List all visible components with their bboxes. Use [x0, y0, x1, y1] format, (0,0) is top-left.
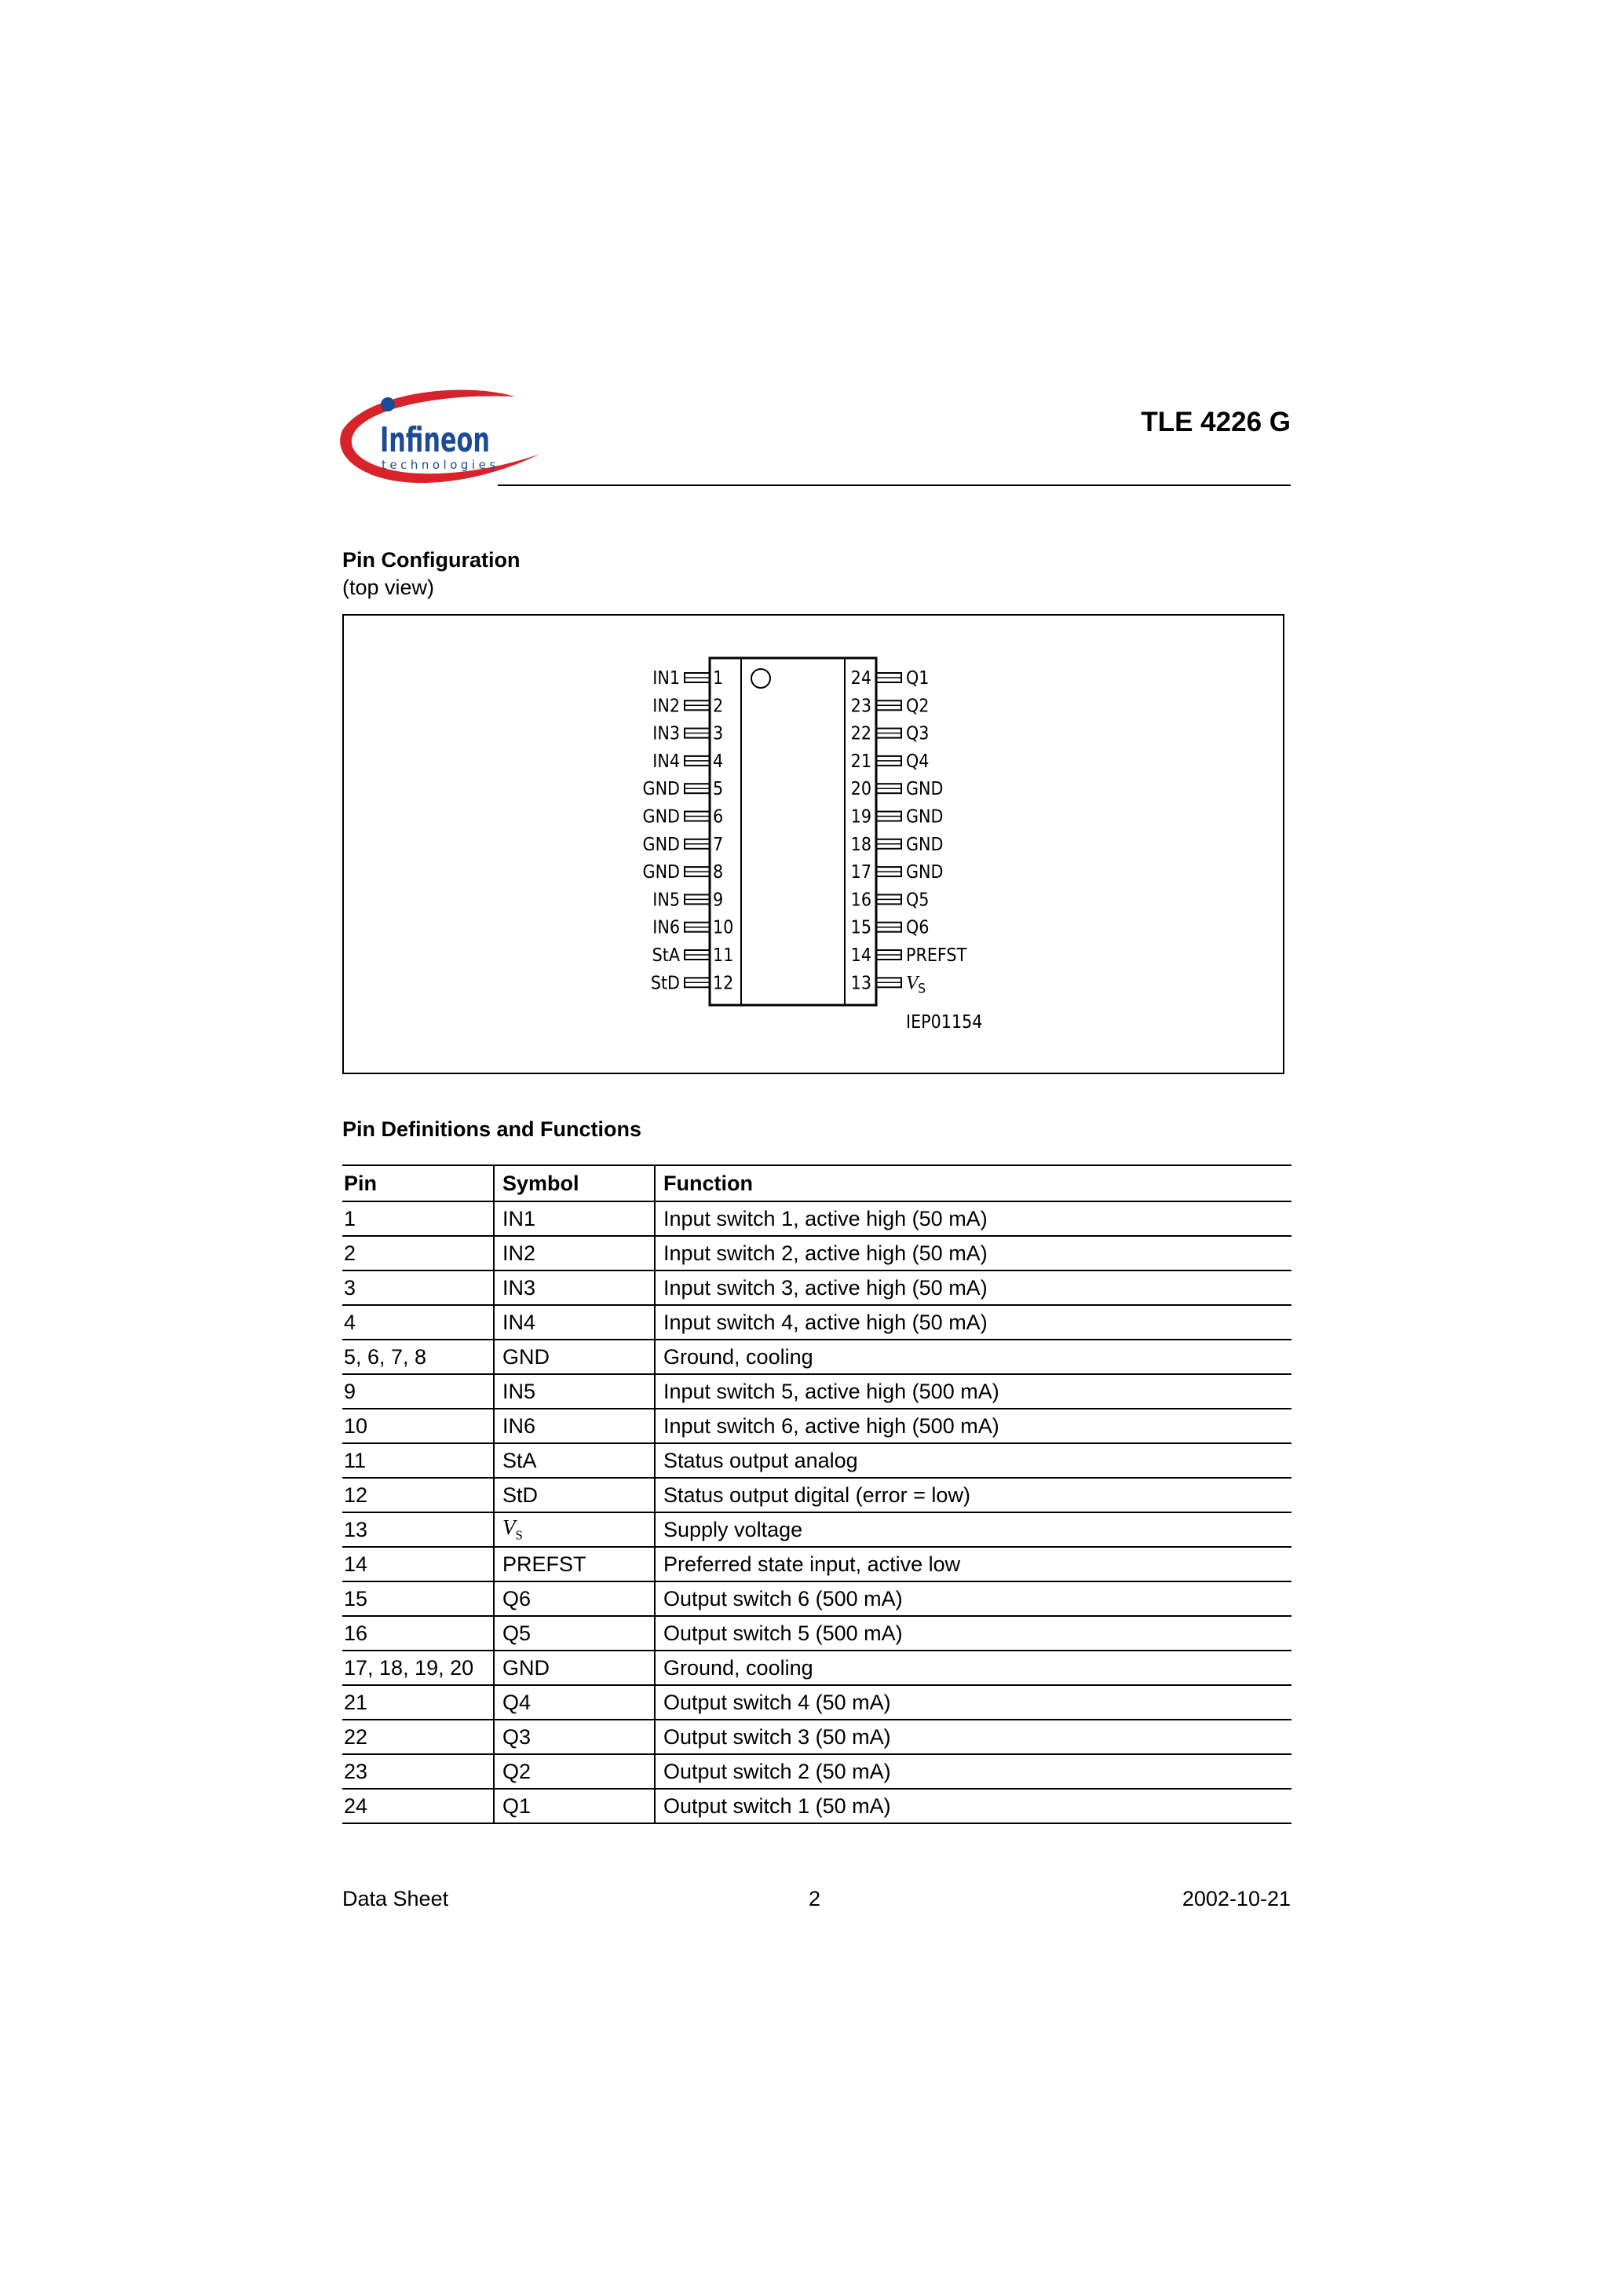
table-row [342, 1512, 1291, 1547]
pin-name [906, 972, 926, 996]
pin-right-22 [851, 724, 930, 744]
header-symbol: Symbol [494, 1165, 655, 1201]
pin-name: GND [906, 806, 944, 828]
pin-name: IN2 [652, 696, 680, 717]
cell-pin: 21 [342, 1685, 494, 1720]
pin-right-19 [851, 807, 944, 828]
pin-right-17 [851, 862, 944, 883]
table-row [342, 1236, 1291, 1270]
pin-left-4 [652, 751, 723, 772]
table-row [342, 1201, 1291, 1236]
cell-pin: 22 [342, 1720, 494, 1754]
pin-name: IN1 [652, 668, 680, 689]
pin-number: 5 [713, 779, 724, 800]
pin-right-18 [851, 835, 944, 855]
pin-name: Q2 [906, 696, 930, 717]
cell-function: Output switch 5 (500 mA) [655, 1616, 1291, 1651]
table-row [342, 1270, 1291, 1305]
cell-symbol: StD [494, 1478, 655, 1512]
pin-number: 23 [850, 696, 871, 717]
pin-name: GND [906, 779, 944, 800]
cell-symbol: Q6 [494, 1581, 655, 1616]
cell-symbol: IN6 [494, 1409, 655, 1443]
pin-left-10 [652, 918, 733, 938]
cell-symbol: StA [494, 1443, 655, 1478]
pin-name: Q3 [906, 723, 930, 744]
pin-number: 15 [850, 917, 871, 938]
header-rule [498, 484, 1291, 486]
cell-symbol: IN1 [494, 1201, 655, 1236]
header-function: Function [655, 1165, 1291, 1201]
cell-function: Input switch 1, active high (50 mA) [655, 1201, 1291, 1236]
pin-name: IN6 [652, 917, 680, 938]
table-row [342, 1547, 1291, 1581]
cell-function: Output switch 2 (50 mA) [655, 1754, 1291, 1789]
cell-function: Input switch 6, active high (500 mA) [655, 1409, 1291, 1443]
cell-symbol: IN5 [494, 1374, 655, 1409]
cell-pin: 11 [342, 1443, 494, 1478]
cell-pin: 13 [342, 1512, 494, 1547]
pin-left-5 [643, 779, 724, 799]
document-title: TLE 4226 G [1141, 407, 1291, 437]
symbol-subscript: S [515, 1527, 523, 1543]
cell-symbol: PREFST [494, 1547, 655, 1581]
pin-right-24 [851, 668, 930, 689]
pin-right-14 [851, 945, 967, 966]
cell-symbol: Q1 [494, 1789, 655, 1823]
pin-name: IN4 [652, 751, 680, 772]
cell-function: Ground, cooling [655, 1340, 1291, 1374]
cell-symbol: Q2 [494, 1754, 655, 1789]
table-header-row [342, 1165, 1291, 1201]
cell-function: Input switch 4, active high (50 mA) [655, 1305, 1291, 1340]
table-row [342, 1720, 1291, 1754]
header-pin: Pin [342, 1165, 494, 1201]
table-row [342, 1581, 1291, 1616]
pin-definitions-table [342, 1164, 1291, 1824]
pin-number: 4 [713, 751, 724, 772]
pin-left-9 [652, 890, 723, 910]
symbol-main: V [502, 1515, 516, 1540]
pin-number: 24 [850, 668, 871, 689]
pin-number: 13 [850, 973, 871, 994]
symbol-vs [502, 1515, 523, 1543]
pin-left-12 [651, 973, 734, 993]
logo-subtext: technologies [382, 458, 499, 472]
pin-name: Q4 [906, 751, 930, 772]
pin-right-20 [851, 779, 944, 799]
cell-symbol: GND [494, 1340, 655, 1374]
cell-function: Output switch 6 (500 mA) [655, 1581, 1291, 1616]
pin-name: PREFST [906, 945, 967, 966]
pin-number: 6 [713, 806, 724, 828]
pin-diagram [342, 614, 1284, 1074]
cell-pin: 16 [342, 1616, 494, 1651]
pin-number: 8 [713, 862, 724, 883]
figure-id: IEP01154 [906, 1012, 983, 1033]
pin-number: 16 [850, 890, 871, 911]
pin-left-8 [643, 862, 724, 883]
table-row [342, 1478, 1291, 1512]
pin-name: StA [652, 945, 680, 966]
cell-symbol: IN4 [494, 1305, 655, 1340]
cell-symbol: Q3 [494, 1720, 655, 1754]
pin-name: Q1 [906, 668, 930, 689]
pin-name: StD [650, 973, 680, 994]
footer-doc-type: Data Sheet [342, 1887, 449, 1910]
pin-number: 14 [850, 945, 871, 966]
table-row [342, 1685, 1291, 1720]
pin-name-sub: S [918, 981, 926, 997]
pin-left-11 [652, 945, 734, 966]
pin-left-6 [643, 807, 724, 828]
cell-pin: 2 [342, 1236, 494, 1270]
pin-left-1 [652, 668, 723, 689]
cell-symbol: GND [494, 1651, 655, 1685]
pin-number: 12 [713, 973, 734, 994]
pin-name: IN5 [652, 890, 680, 911]
pin-number: 19 [850, 806, 871, 828]
cell-function: Output switch 1 (50 mA) [655, 1789, 1291, 1823]
pin-number: 17 [850, 862, 871, 883]
pin-name: Q5 [906, 890, 930, 911]
cell-function: Output switch 4 (50 mA) [655, 1685, 1291, 1720]
cell-pin: 4 [342, 1305, 494, 1340]
pin-right-13 [851, 972, 926, 996]
table-row [342, 1789, 1291, 1823]
pin-config-subtitle: (top view) [342, 576, 435, 599]
cell-pin: 3 [342, 1270, 494, 1305]
cell-pin: 5, 6, 7, 8 [342, 1340, 494, 1374]
cell-function: Status output analog [655, 1443, 1291, 1478]
pin-left-2 [652, 696, 723, 716]
pin-number: 20 [850, 779, 871, 800]
pin1-marker [751, 669, 770, 688]
cell-pin: 14 [342, 1547, 494, 1581]
cell-symbol: Q4 [494, 1685, 655, 1720]
pin-number: 11 [713, 945, 734, 966]
logo-text: Infineon [380, 420, 490, 460]
pin-name: GND [906, 862, 944, 883]
cell-function: Ground, cooling [655, 1651, 1291, 1685]
cell-function: Supply voltage [655, 1512, 1291, 1547]
cell-function: Status output digital (error = low) [655, 1478, 1291, 1512]
pin-number: 7 [713, 834, 724, 855]
table-row [342, 1443, 1291, 1478]
pin-number: 22 [850, 723, 871, 744]
cell-function: Output switch 3 (50 mA) [655, 1720, 1291, 1754]
table-row [342, 1616, 1291, 1651]
cell-pin: 10 [342, 1409, 494, 1443]
cell-function: Preferred state input, active low [655, 1547, 1291, 1581]
table-row [342, 1651, 1291, 1685]
pin-right-23 [851, 696, 930, 716]
pin-number: 3 [713, 723, 724, 744]
pin-number: 9 [713, 890, 724, 911]
cell-symbol: IN2 [494, 1236, 655, 1270]
cell-symbol: Q5 [494, 1616, 655, 1651]
pin-name-main: V [906, 972, 919, 994]
cell-function: Input switch 2, active high (50 mA) [655, 1236, 1291, 1270]
table-row [342, 1374, 1291, 1409]
cell-pin: 15 [342, 1581, 494, 1616]
cell-pin: 23 [342, 1754, 494, 1789]
pin-right-21 [851, 751, 930, 772]
pin-name: GND [642, 834, 680, 855]
cell-pin: 24 [342, 1789, 494, 1823]
pin-left-7 [643, 835, 724, 855]
table-row [342, 1340, 1291, 1374]
logo-dot [381, 397, 395, 411]
footer-page-number: 2 [809, 1887, 821, 1910]
pin-name: GND [642, 806, 680, 828]
cell-pin: 1 [342, 1201, 494, 1236]
table-row [342, 1754, 1291, 1789]
cell-pin: 17, 18, 19, 20 [342, 1651, 494, 1685]
pin-number: 1 [713, 668, 724, 689]
pin-right-16 [851, 890, 930, 910]
infineon-logo [334, 387, 546, 493]
table-row [342, 1305, 1291, 1340]
pin-left-3 [652, 724, 723, 744]
pin-name: GND [642, 862, 680, 883]
pin-number: 2 [713, 696, 724, 717]
pin-right-15 [851, 918, 930, 938]
pin-config-title: Pin Configuration [342, 548, 521, 572]
pin-number: 21 [850, 751, 871, 772]
cell-pin: 12 [342, 1478, 494, 1512]
footer-date: 2002-10-21 [1182, 1887, 1291, 1910]
cell-function: Input switch 5, active high (500 mA) [655, 1374, 1291, 1409]
pin-name: GND [642, 779, 680, 800]
cell-function: Input switch 3, active high (50 mA) [655, 1270, 1291, 1305]
pin-definitions-title: Pin Definitions and Functions [342, 1117, 641, 1141]
pin-number: 18 [850, 834, 871, 855]
cell-symbol [494, 1512, 655, 1547]
table-row [342, 1409, 1291, 1443]
pin-diagram-svg [344, 616, 1286, 1076]
cell-pin: 9 [342, 1374, 494, 1409]
cell-symbol: IN3 [494, 1270, 655, 1305]
pin-name: Q6 [906, 917, 930, 938]
pin-name: IN3 [652, 723, 680, 744]
right-pin-group [851, 668, 967, 996]
left-pin-group [643, 668, 734, 993]
pin-number: 10 [713, 917, 734, 938]
pin-name: GND [906, 834, 944, 855]
